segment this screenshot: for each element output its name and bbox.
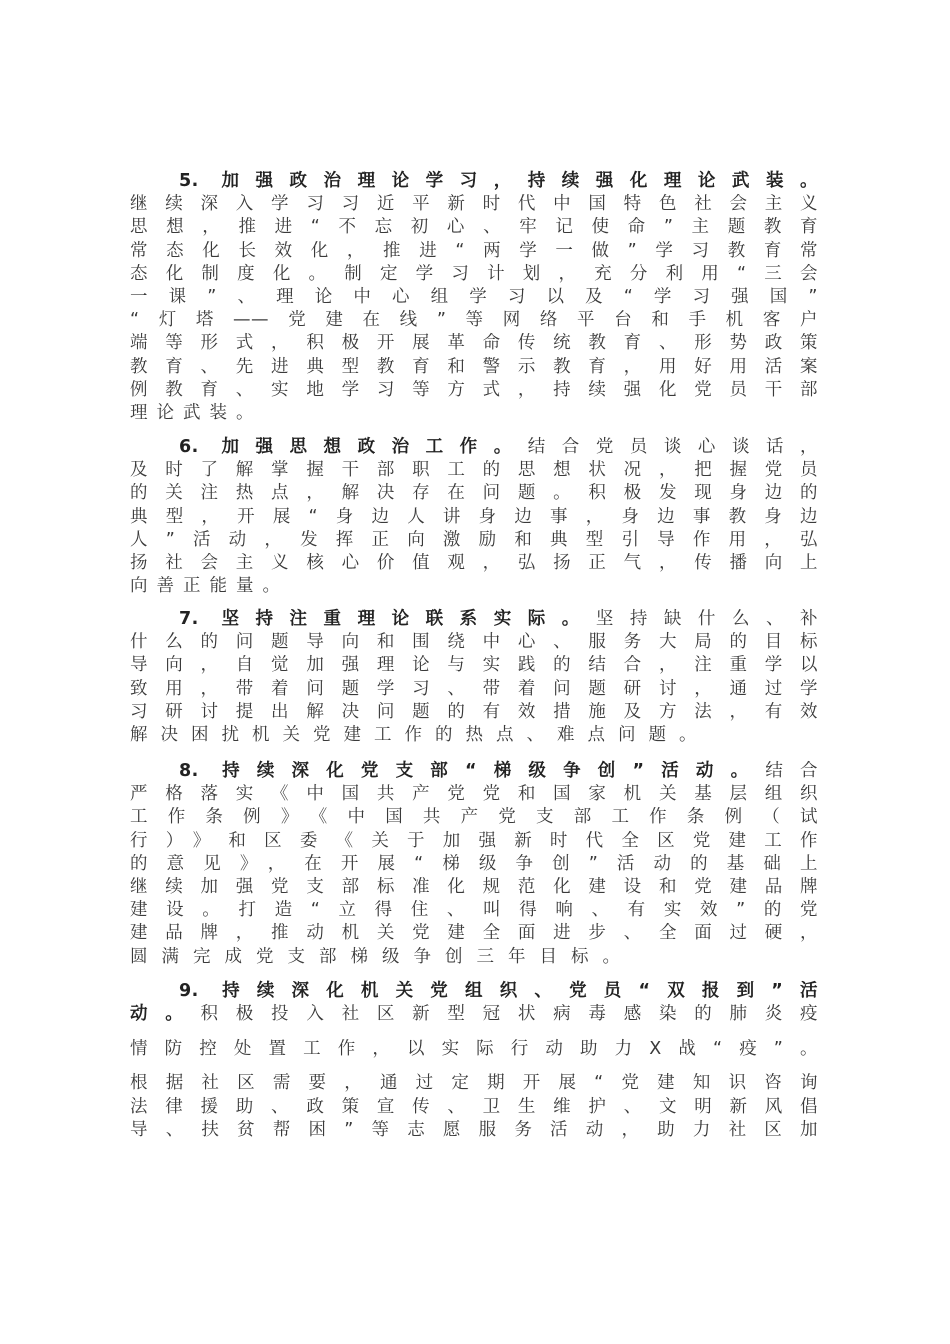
paragraph-text: 例教育、实地学习等方式，持续强化党员干部 — [130, 379, 818, 400]
paragraph-line — [130, 193, 818, 216]
paragraph-line — [130, 459, 818, 482]
paragraph-line — [130, 529, 818, 552]
paragraph-line — [130, 506, 818, 529]
paragraph-text: 建设。打造“立得住、叫得响、有实效”的党 — [130, 900, 818, 921]
paragraph-line — [130, 724, 818, 747]
paragraph-line — [130, 332, 818, 355]
paragraph-text: 人”活动，发挥正向激励和典型引导作用，弘 — [130, 529, 818, 550]
paragraph-line — [130, 309, 818, 332]
paragraph-text: 态化制度化。制定学习计划，充分利用“三会 — [130, 263, 818, 284]
paragraph-line — [130, 482, 818, 505]
paragraph-text: 圆满完成党支部梯级争创三年目标。 — [130, 946, 634, 967]
paragraph-line — [130, 654, 818, 677]
paragraph-text: 结合党员谈心谈话， — [527, 437, 818, 457]
paragraph-text: 严格落实《中国共产党党和国家机关基层组织 — [130, 784, 818, 805]
paragraph-text: 坚持缺什么、补 — [595, 609, 818, 629]
section-7 — [130, 608, 818, 747]
paragraph-line — [130, 806, 818, 829]
paragraph-text: 什么的问题导向和围绕中心、服务大局的目标 — [130, 632, 818, 653]
paragraph-line — [130, 216, 818, 239]
paragraph-line — [130, 1032, 818, 1066]
paragraph-line — [130, 552, 818, 575]
paragraph-line — [130, 1119, 818, 1142]
paragraph-line — [130, 830, 818, 853]
paragraph-text: 根据社区需要，通过定期开展“党建知识咨询 — [130, 1073, 818, 1094]
paragraph-text: “灯塔——党建在线”等网络平台和手机客户 — [130, 310, 818, 331]
paragraph-text: 法律援助、政策宣传、卫生维护、文明新风倡 — [130, 1096, 818, 1117]
paragraph-line — [130, 286, 818, 309]
paragraph-text: 建品牌，推动机关党建全面进步、全面过硬， — [130, 923, 818, 944]
paragraph-text: 导向，自觉加强理论与实践的结合，注重学以 — [130, 655, 818, 676]
paragraph-line — [130, 170, 818, 193]
paragraph-line — [130, 1096, 818, 1119]
paragraph-text: 教育、先进典型教育和警示教育，用好用活案 — [130, 356, 818, 377]
paragraph-line — [130, 356, 818, 379]
paragraph-text: 习研讨提出解决问题的有效措施及方法，有效 — [130, 701, 818, 722]
paragraph-text: 典型，开展“身边人讲身边事，身边事教身边 — [130, 506, 818, 527]
paragraph-text: 一课”、理论中心组学习以及“学习强国” — [130, 286, 818, 307]
paragraph-text: 扬社会主义核心价值观，弘扬正气，传播向上 — [130, 552, 818, 573]
paragraph-text: 的意见》，在开展“梯级争创”活动的基础上 — [130, 853, 818, 874]
paragraph-text: 端等形式，积极开展革命传统教育、形势政策 — [130, 333, 818, 354]
section-heading: 6. 加强思想政治工作。 — [179, 437, 528, 457]
paragraph-text: 积极投入社区新型冠状病毒感染的肺炎疫 — [200, 1004, 818, 1025]
paragraph-text: 常态化长效化，推进“两学一做”学习教育常 — [130, 240, 818, 261]
paragraph-line — [130, 1072, 818, 1095]
paragraph-line — [130, 946, 818, 969]
paragraph-line — [130, 575, 818, 598]
paragraph-text: 及时了解掌握干部职工的思想状况，把握党员 — [130, 460, 818, 481]
paragraph-text: 理论武装。 — [130, 402, 263, 423]
paragraph-line — [130, 876, 818, 899]
paragraph-text: 致用，带着问题学习、带着问题研讨，通过学 — [130, 678, 818, 699]
paragraph-line — [130, 379, 818, 402]
paragraph-line — [130, 263, 818, 286]
paragraph-line — [130, 436, 818, 459]
section-9 — [130, 980, 818, 1142]
section-heading: 7. 坚持注重理论联系实际。 — [179, 609, 596, 629]
paragraph-line — [130, 783, 818, 806]
paragraph-line — [130, 760, 818, 783]
paragraph-line — [130, 853, 818, 876]
paragraph-text: 继续加强党支部标准化规范化建设和党建品牌 — [130, 876, 818, 897]
section-heading: 5. 加强政治理论学习，持续强化理论武装。 — [179, 171, 818, 191]
paragraph-line — [130, 240, 818, 263]
paragraph-text: 的关注热点，解决存在问题。积极发现身边的 — [130, 483, 818, 504]
paragraph-line — [130, 631, 818, 654]
paragraph-text: 结合 — [765, 761, 818, 781]
paragraph-line — [130, 402, 818, 425]
paragraph-text: 导、扶贫帮困”等志愿服务活动，助力社区加 — [130, 1119, 818, 1140]
paragraph-text: 行）》和区委《关于加强新时代全区党建工作 — [130, 830, 818, 851]
section-heading: 8. 持续深化党支部“梯级争创”活动。 — [179, 761, 766, 781]
section-6 — [130, 436, 818, 598]
paragraph-text: 解决困扰机关党建工作的热点、难点问题。 — [130, 724, 710, 745]
section-8 — [130, 760, 818, 969]
paragraph-text: 工作条例》《中国共产党支部工作条例（试 — [130, 807, 818, 828]
section-heading: 9. 持续深化机关党组织、党员“双报到”活 — [179, 981, 818, 1001]
paragraph-text: 向善正能量。 — [130, 576, 289, 597]
section-heading: 动。 — [130, 1004, 201, 1025]
paragraph-line — [130, 980, 818, 1003]
paragraph-line — [130, 899, 818, 922]
paragraph-line — [130, 701, 818, 724]
paragraph-text: 继续深入学习习近平新时代中国特色社会主义 — [130, 194, 818, 215]
section-5 — [130, 170, 818, 425]
paragraph-line — [130, 1003, 818, 1026]
paragraph-line — [130, 678, 818, 701]
paragraph-line — [130, 608, 818, 631]
paragraph-text: 情防控处置工作，以实际行动助力X战“疫”。 — [130, 1039, 818, 1060]
paragraph-line — [130, 922, 818, 945]
paragraph-text: 思想，推进“不忘初心、牢记使命”主题教育 — [130, 217, 818, 238]
